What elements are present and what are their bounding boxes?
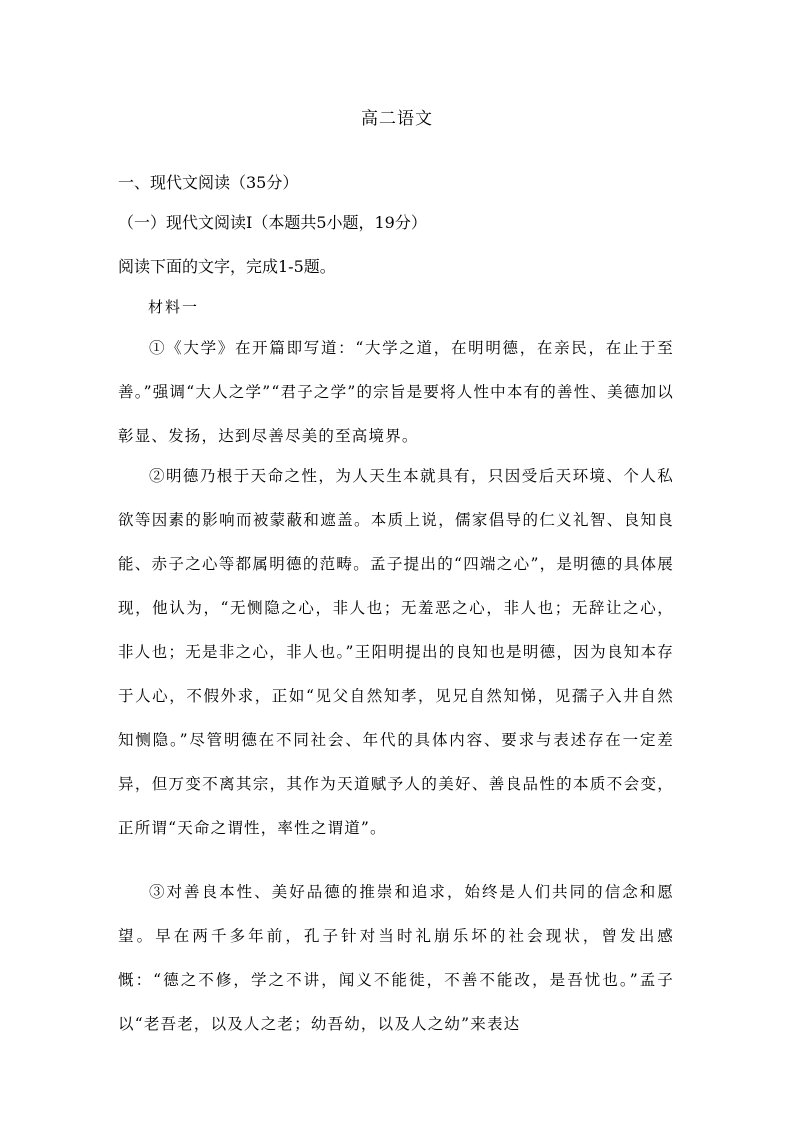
reading-instruction: 阅读下面的文字，完成1-5题。 xyxy=(118,257,336,276)
paragraph-1: ①《大学》在开篇即写道：“大学之道，在明明德，在亲民，在止于至善。”强调“大人之学”“君子之学”的宗旨是要将人性中本有的善性、美德加以彰显、发扬，达到尽善尽美的至高境界。 xyxy=(118,339,674,445)
section-heading: 一、现代文阅读（35分） xyxy=(118,173,299,192)
subsection-heading: （一）现代文阅读Ⅰ（本题共5小题，19分） xyxy=(118,213,427,232)
paragraph-3: ③对善良本性、美好品德的推崇和追求，始终是人们共同的信念和愿望。早在两千多年前，孔子针对当时礼崩乐坏的社会现状，曾发出感慨：“德之不修，学之不讲，闻义不能徙，不善不能改，是吾忧也。”孟子以“老吾老，以及人之老；幼吾幼，以及人之幼”来表达 xyxy=(118,883,674,1033)
material-label: 材料一 xyxy=(148,298,200,316)
paragraph-2: ②明德乃根于天命之性，为人天生本就具有，只因受后天环境、个人私欲等因素的影响而被蒙蔽和遮盖。本质上说，儒家倡导的仁义礼智、良知良能、赤子之心等都属明德的范畴。孟子提出的“四端之心”，是明德的具体展现，他认为，“无恻隐之心，非人也；无羞恶之心，非人也；无辞让之心，非人也；无是非之心，非人也。”王阳明提出的良知也是明德，因为良知本存于人心，不假外求，正如“见父自然知孝，见兄自然知悌，见孺子入井自然知恻隐。”尽管明德在不同社会、年代的具体内容、要求与表述存在一定差异，但万变不离其宗，其作为天道赋予人的美好、善良品性的本质不会变，正所谓“天命之谓性，率性之谓道”。 xyxy=(118,467,674,837)
page-title: 高二语文 xyxy=(361,109,433,129)
